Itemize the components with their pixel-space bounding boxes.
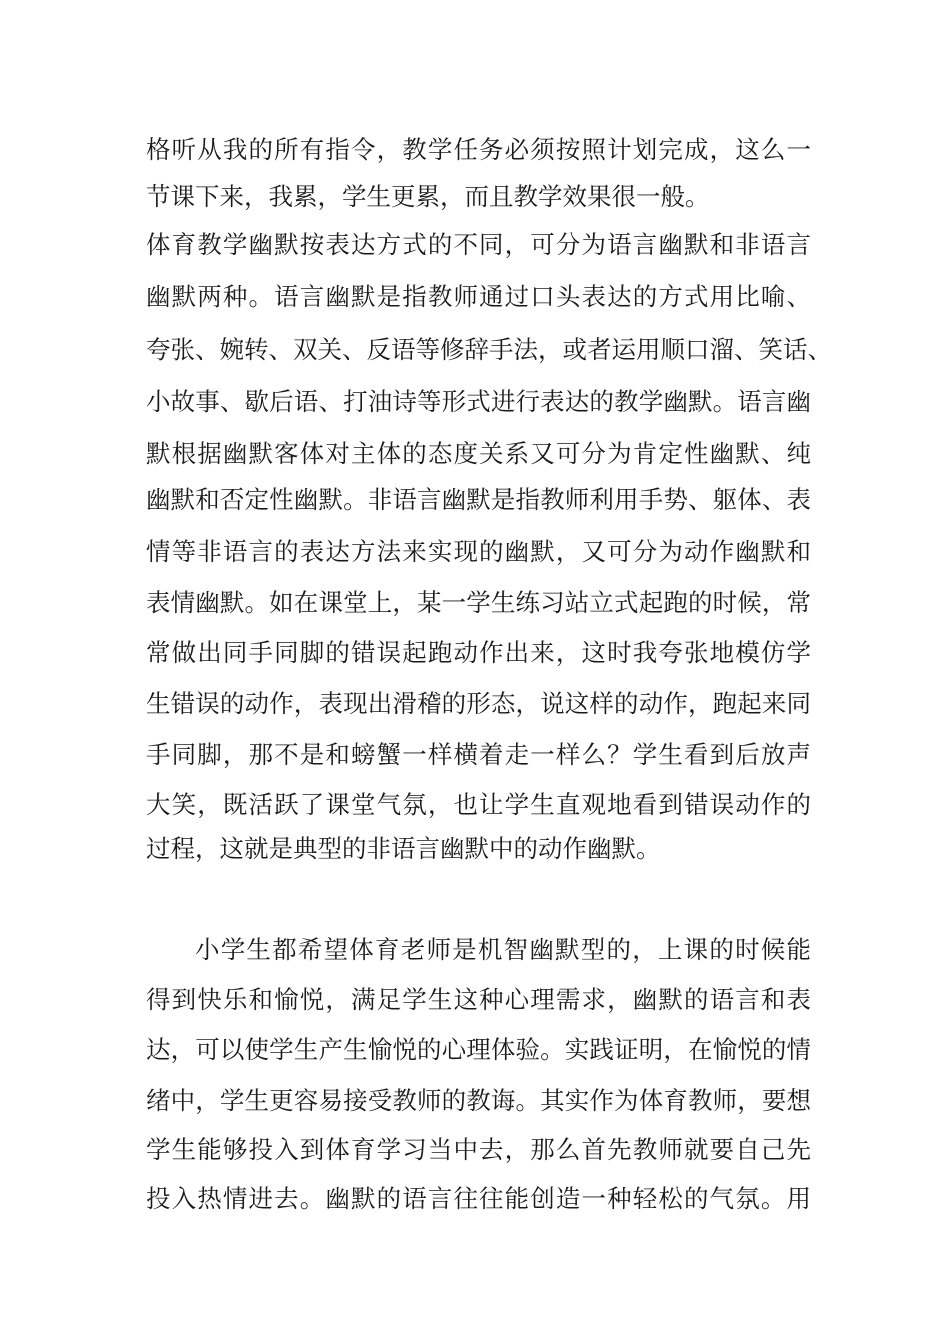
text-line: 绪中，学生更容易接受教师的教诲。其实作为体育教师，要想 xyxy=(146,1086,811,1115)
text-line: 幽默和否定性幽默。非语言幽默是指教师利用手势、躯体、表 xyxy=(146,485,811,514)
text-line: 夸张、婉转、双关、反语等修辞手法，或者运用顺口溜、笑话、 xyxy=(146,335,832,364)
text-line: 过程，这就是典型的非语言幽默中的动作幽默。 xyxy=(146,834,661,863)
text-line: 生错误的动作，表现出滑稽的形态，说这样的动作，跑起来同 xyxy=(146,689,811,718)
text-line: 节课下来，我累，学生更累，而且教学效果很一般。 xyxy=(146,182,710,211)
text-line: 投入热情进去。幽默的语言往往能创造一种轻松的气氛。用 xyxy=(146,1184,811,1213)
text-line: 表情幽默。如在课堂上，某一学生练习站立式起跑的时候，常 xyxy=(146,588,811,617)
text-line: 小故事、歇后语、打油诗等形式进行表达的教学幽默。语言幽 xyxy=(146,387,811,416)
text-line: 常做出同手同脚的错误起跑动作出来，这时我夸张地模仿学 xyxy=(146,638,811,667)
text-line: 学生能够投入到体育学习当中去，那么首先教师就要自己先 xyxy=(146,1135,811,1164)
text-line: 默根据幽默客体对主体的态度关系又可分为肯定性幽默、纯 xyxy=(146,439,811,468)
text-line: 得到快乐和愉悦，满足学生这种心理需求，幽默的语言和表 xyxy=(146,985,811,1014)
text-line: 体育教学幽默按表达方式的不同，可分为语言幽默和非语言 xyxy=(146,230,811,259)
text-line: 达，可以使学生产生愉悦的心理体验。实践证明，在愉悦的情 xyxy=(146,1035,811,1064)
text-line: 小学生都希望体育老师是机智幽默型的，上课的时候能 xyxy=(195,935,811,964)
text-line: 手同脚，那不是和螃蟹一样横着走一样么？学生看到后放声 xyxy=(146,740,811,769)
text-line: 大笑，既活跃了课堂气氛，也让学生直观地看到错误动作的 xyxy=(146,790,811,819)
text-line: 幽默两种。语言幽默是指教师通过口头表达的方式用比喻、 xyxy=(146,282,811,311)
text-line: 格听从我的所有指令，教学任务必须按照计划完成，这么一 xyxy=(146,135,811,164)
text-line: 情等非语言的表达方法来实现的幽默，又可分为动作幽默和 xyxy=(146,537,811,566)
